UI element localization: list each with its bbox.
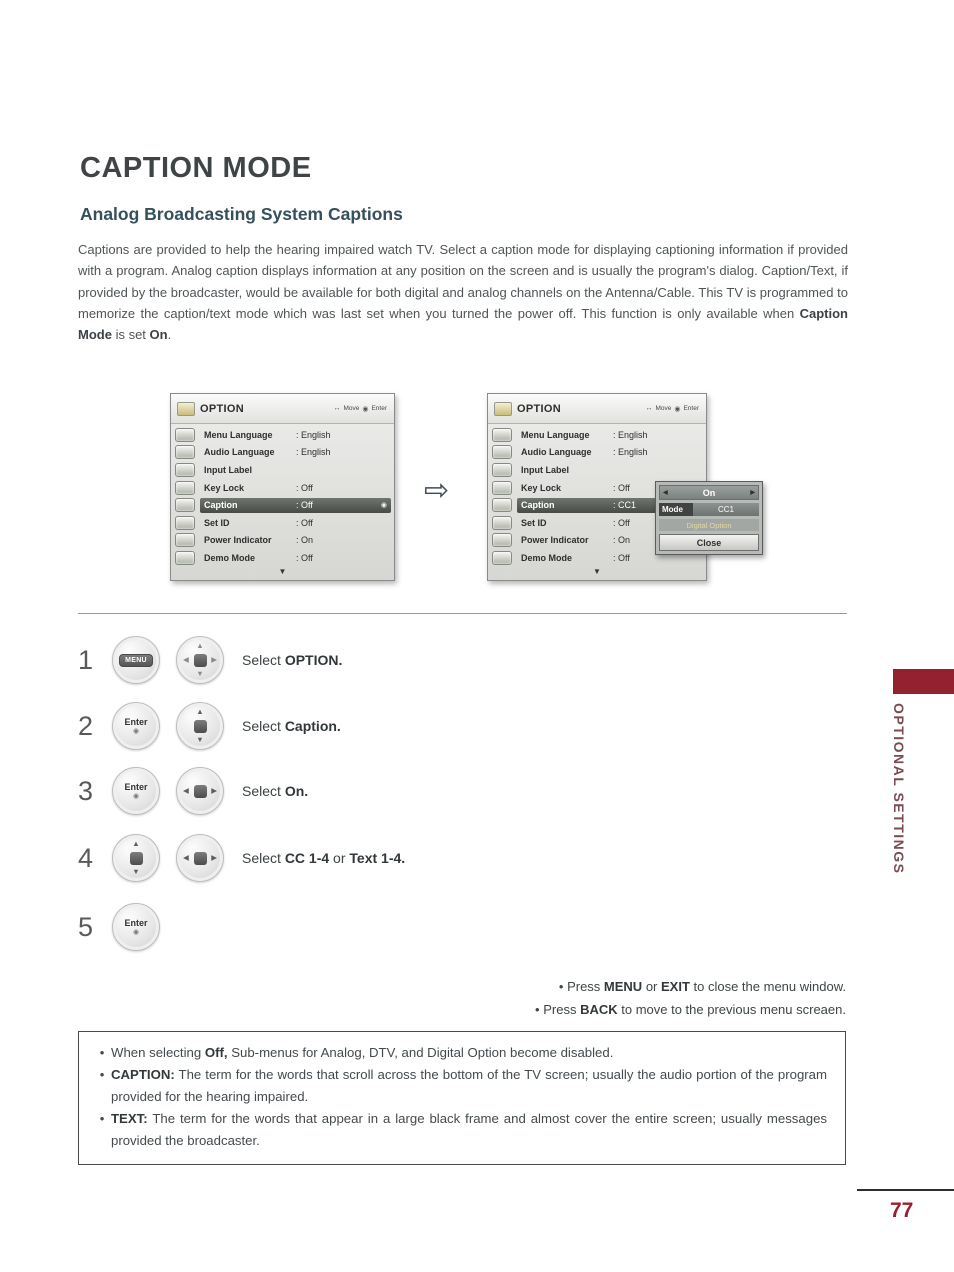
- caption-icon: [492, 498, 512, 512]
- menu-item: [174, 549, 391, 567]
- menu-item-label: Power Indicator: [521, 535, 589, 546]
- option-menu-icon: [177, 402, 195, 416]
- left-arrow-icon: ◀: [663, 490, 668, 496]
- menu-item-value: : English: [296, 429, 331, 440]
- menu-item-label: Power Indicator: [204, 535, 272, 546]
- popup-on-value: On: [702, 487, 716, 498]
- step-number: 3: [78, 775, 94, 806]
- up-down-button: [176, 702, 224, 750]
- menu-item-label: Audio Language: [204, 447, 275, 458]
- tv-option-menu-before: [170, 393, 395, 581]
- menu-item-label: Audio Language: [521, 447, 592, 458]
- move-icon: ↔: [333, 405, 341, 412]
- up-down-button: [112, 834, 160, 882]
- section-tab-label: OPTIONAL SETTINGS: [891, 703, 907, 875]
- menu-item-value: : Off: [613, 517, 630, 528]
- input-label-icon: [492, 463, 512, 477]
- menu-button: MENU: [112, 636, 160, 684]
- step-instruction: Select OPTION.: [242, 652, 343, 668]
- menu-header: [171, 394, 394, 424]
- menu-item-value: : English: [296, 447, 331, 458]
- power-indicator-icon: [492, 533, 512, 547]
- key-lock-icon: [175, 481, 195, 495]
- step-3: [78, 763, 308, 819]
- menu-item-label: Demo Mode: [521, 552, 573, 563]
- menu-item-label: Key Lock: [204, 482, 245, 493]
- option-menu-icon: [494, 402, 512, 416]
- left-right-button: [176, 767, 224, 815]
- menu-item-label: Key Lock: [521, 482, 562, 493]
- enter-label: Enter: [683, 405, 699, 412]
- note-bullet: • TEXT: The term for the words that appear in a large black frame and almost cover the entire screen; usually messages provided the broadcaster.: [93, 1108, 827, 1152]
- menu-title: OPTION: [200, 402, 244, 415]
- right-arrow-icon: ▶: [211, 853, 217, 862]
- menu-header: [488, 394, 706, 424]
- step-instruction: Select CC 1-4 or Text 1-4.: [242, 850, 406, 866]
- enter-label: Enter: [371, 405, 387, 412]
- enter-button: Enter ◉: [112, 702, 160, 750]
- step-1: [78, 632, 342, 688]
- footer-rule: [857, 1189, 954, 1191]
- menu-item-label: Demo Mode: [204, 552, 256, 563]
- left-arrow-icon: ◀: [183, 853, 189, 862]
- menu-title: OPTION: [517, 402, 561, 415]
- up-arrow-icon: ▲: [132, 839, 140, 848]
- popup-digital-option: Digital Option: [659, 519, 759, 531]
- power-indicator-icon: [175, 533, 195, 547]
- demo-mode-icon: [492, 551, 512, 565]
- enter-wheel-icon: ◉: [132, 727, 140, 735]
- menu-item-value: : English: [613, 447, 648, 458]
- move-label: Move: [343, 405, 360, 412]
- caption-icon: [175, 498, 195, 512]
- menu-language-icon: [492, 428, 512, 442]
- scroll-down-indicator: ▼: [593, 566, 601, 576]
- tips: [420, 976, 846, 1021]
- menu-item-value: : Off: [613, 552, 630, 563]
- menu-item-label: Input Label: [521, 464, 569, 475]
- section-divider: [78, 613, 847, 614]
- enter-button: Enter ◉: [112, 767, 160, 815]
- menu-item: [174, 514, 391, 532]
- menu-item-value: : On: [296, 535, 314, 546]
- menu-item-label: Menu Language: [521, 429, 590, 440]
- audio-language-icon: [492, 445, 512, 459]
- move-icon: ↔: [645, 405, 653, 412]
- down-arrow-icon: ▼: [196, 735, 204, 744]
- enter-icon: ◉: [674, 405, 681, 413]
- step-instruction: Select Caption.: [242, 718, 341, 734]
- enter-button: Enter ◉: [112, 903, 160, 951]
- right-arrow-icon: ▶: [211, 786, 217, 795]
- dpad-center: [194, 785, 207, 798]
- section-heading: Analog Broadcasting System Captions: [80, 204, 403, 224]
- dpad-center: [194, 852, 207, 865]
- step-instruction: Select On.: [242, 783, 309, 799]
- menu-item: [174, 496, 391, 514]
- menu-item-value: : English: [613, 429, 648, 440]
- step-4: [78, 830, 405, 886]
- menu-item-label: Input Label: [204, 464, 252, 475]
- menu-item-label: Set ID: [204, 517, 230, 528]
- tip-line: • Press MENU or EXIT to close the menu window.: [558, 979, 846, 994]
- note-bullet: • When selecting Off, Sub-menus for Analog, DTV, and Digital Option become disabled.: [93, 1042, 827, 1064]
- menu-item: [174, 479, 391, 497]
- dpad-center: [194, 720, 207, 733]
- move-label: Move: [655, 405, 672, 412]
- dpad-center: [130, 852, 143, 865]
- popup-mode-label: Mode: [659, 503, 693, 516]
- menu-item-value: : Off: [613, 482, 630, 493]
- input-label-icon: [175, 463, 195, 477]
- note-bullet: • CAPTION: The term for the words that scroll across the bottom of the TV screen; usually the audio portion of the program provided for the hearing impaired.: [93, 1064, 827, 1108]
- popup-on-selector: [659, 485, 759, 500]
- right-arrow-icon: ▶: [750, 490, 755, 496]
- menu-item-value: : Off: [296, 517, 313, 528]
- menu-item: [491, 461, 703, 479]
- menu-item-value: : CC1: [613, 500, 637, 511]
- intro-paragraph: Captions are provided to help the hearing impaired watch TV. Select a caption mode for displaying captioning information if provided with a program. Analog caption displays information at any position on the screen and is usually the program's dialog. Caption/Text, if provided by the broadcaster, would be available for both digital and analog channels on the Antenna/Cable. This TV is programmed to memorize the caption/text mode which was last set when you turned the power off. This function is only available when Caption Mode is set On.: [78, 242, 848, 343]
- demo-mode-icon: [175, 551, 195, 565]
- menu-item-label: Set ID: [521, 517, 547, 528]
- popup-close-button: Close: [659, 534, 759, 551]
- scroll-down-indicator: ▼: [278, 566, 287, 576]
- up-arrow-icon: ▲: [196, 707, 204, 716]
- bullet-icon: •: [99, 1111, 105, 1126]
- menu-item: [174, 532, 391, 550]
- menu-item-label: Menu Language: [204, 429, 273, 440]
- menu-item-value: : On: [613, 535, 631, 546]
- menu-item-value: : Off: [296, 482, 313, 493]
- bullet-icon: •: [99, 1045, 105, 1060]
- down-arrow-icon: ▼: [132, 867, 140, 876]
- right-arrow-icon: ▶: [211, 655, 217, 664]
- key-lock-icon: [492, 481, 512, 495]
- enter-wheel-icon: ◉: [132, 928, 140, 936]
- left-arrow-icon: ◀: [183, 655, 189, 664]
- tip-line: • Press BACK to move to the previous menu screaen.: [535, 1001, 846, 1017]
- step-number: 4: [78, 842, 94, 873]
- step-5: [78, 899, 160, 955]
- enter-icon: ◉: [362, 405, 369, 413]
- popup-mode-value: CC1: [693, 503, 759, 516]
- step-number: 2: [78, 710, 94, 741]
- step-2: [78, 698, 341, 754]
- set-id-icon: [175, 516, 195, 530]
- left-right-button: [176, 834, 224, 882]
- section-tab-marker: [893, 669, 954, 694]
- step-number: 1: [78, 644, 94, 675]
- audio-language-icon: [175, 445, 195, 459]
- menu-language-icon: [175, 428, 195, 442]
- page-number: 77: [890, 1199, 914, 1222]
- step-number: 5: [78, 911, 94, 942]
- menu-item-label: Caption: [204, 500, 238, 511]
- menu-item-value: : Off: [296, 500, 313, 511]
- up-arrow-icon: ▲: [196, 641, 204, 650]
- selected-radio-icon: ◉: [380, 502, 387, 510]
- dpad-center: [194, 654, 207, 667]
- menu-item-label: Caption: [521, 500, 555, 511]
- note-box: [78, 1031, 846, 1165]
- menu-item: [491, 426, 703, 444]
- menu-item: [174, 461, 391, 479]
- menu-item: [174, 426, 391, 444]
- menu-item: [491, 444, 703, 462]
- bullet-icon: •: [99, 1067, 105, 1082]
- menu-item-value: : Off: [296, 552, 313, 563]
- transition-arrow-icon: ⇨: [424, 474, 450, 507]
- set-id-icon: [492, 516, 512, 530]
- down-arrow-icon: ▼: [196, 669, 204, 678]
- navigation-dpad-button: [176, 636, 224, 684]
- menu-item-list: [171, 424, 394, 567]
- caption-popup: [655, 481, 763, 555]
- page-title: CAPTION MODE: [80, 152, 312, 184]
- popup-mode-row: [659, 503, 759, 516]
- enter-wheel-icon: ◉: [132, 792, 140, 800]
- menu-item: [174, 444, 391, 462]
- left-arrow-icon: ◀: [183, 786, 189, 795]
